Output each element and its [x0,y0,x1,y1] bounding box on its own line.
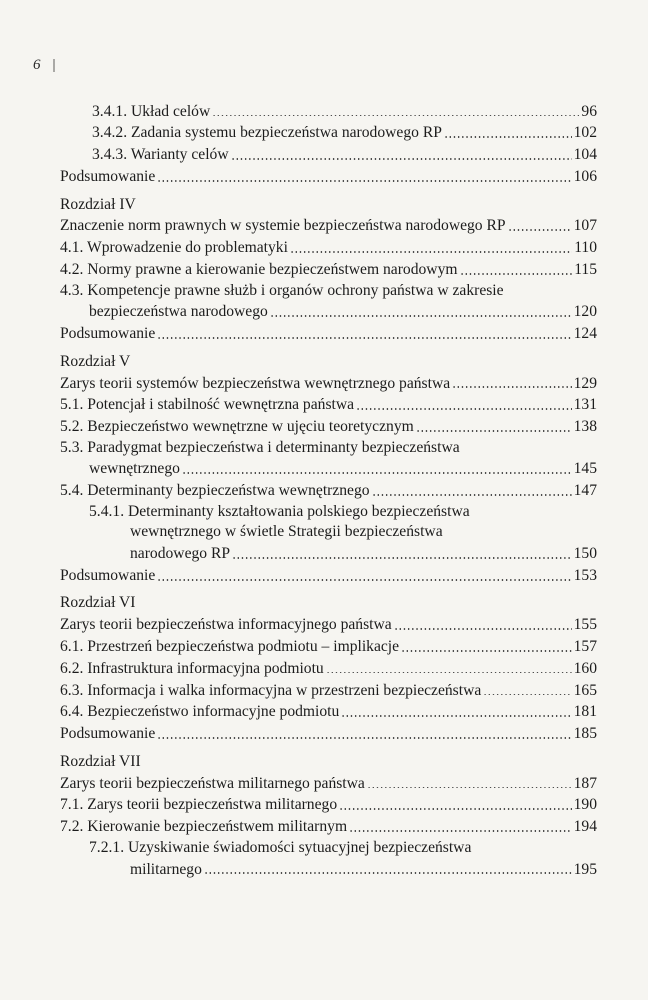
dot-leader [452,373,571,389]
toc-entry-page: 195 [573,860,597,878]
table-of-contents [60,100,597,880]
dot-leader [157,724,571,740]
toc-entry-page: 120 [573,303,597,321]
toc-entry-title: 7.2.1. Uzyskiwanie świadomości sytuacyjnej bezpieczeństwa [89,838,472,856]
toc-entry-page: 190 [573,796,597,814]
toc-entry [60,480,597,502]
toc-entry-title: 4.1. Wprowadzenie do problematyki [60,239,288,257]
toc-entry-title: 5.3. Paradygmat bezpieczeństwa i determinanty bezpieczeństwa [60,438,460,456]
toc-entry [60,394,597,416]
toc-entry-title: 4.2. Normy prawne a kierowanie bezpieczeństwem narodowym [60,261,458,279]
toc-entry-title: Zarys teorii bezpieczeństwa militarnego państwa [60,774,365,792]
toc-entry-title: 3.4.1. Układ celów [92,102,211,120]
dot-leader [339,795,571,811]
toc-entry-page: 185 [573,725,597,743]
toc-entry-page: 160 [573,659,597,677]
toc-entry-page: 110 [574,239,597,257]
toc-entry [60,372,597,394]
dot-leader [444,123,572,139]
toc-entry [60,838,597,880]
toc-entry-page: 96 [581,102,597,120]
toc-entry-title-continued: narodowego RP [130,544,231,562]
toc-entry [60,438,597,480]
toc-entry-page: 165 [573,681,597,699]
toc-entry-title: Zarys teorii systemów bezpieczeństwa wewnętrznego państwa [60,374,451,392]
page-header [33,57,56,74]
toc-entry [60,564,597,586]
toc-entry-title: 3.4.3. Warianty celów [92,146,229,164]
dot-leader [508,216,572,232]
toc-entry-page: 155 [573,615,597,633]
toc-entry-title: Podsumowanie [60,325,156,343]
toc-entry-title: 5.4.1. Determinanty kształtowania polskiego bezpieczeństwa [89,502,470,520]
toc-entry-title-continued: bezpieczeństwa narodowego [89,303,268,321]
page-number: 6 [33,57,41,73]
dot-leader [157,323,571,339]
toc-entry-page: 138 [573,418,597,436]
toc-entry-page: 124 [573,325,597,343]
toc-entry-title: 5.4. Determinanty bezpieczeństwa wewnętrznego [60,482,370,500]
toc-entry-page: 129 [573,374,597,392]
toc-entry [60,416,597,438]
toc-entry-page: 181 [573,703,597,721]
toc-entry [60,635,597,657]
toc-entry-title: Zarys teorii bezpieczeństwa informacyjnego państwa [60,615,392,633]
toc-entry-page: 131 [573,396,597,414]
toc-entry [60,215,597,237]
toc-entry-title: Podsumowanie [60,168,156,186]
dot-leader [232,543,572,559]
dot-leader [416,416,572,432]
dot-leader [157,166,571,182]
dot-leader [341,702,571,718]
toc-entry [60,679,597,701]
toc-entry [60,237,597,259]
toc-entry-title: 6.1. Przestrzeń bezpieczeństwa podmiotu – implikacje [60,637,400,655]
toc-entry-title: 5.1. Potencjał i stabilność wewnętrzna państwa [60,396,355,414]
dot-leader [483,680,571,696]
toc-entry-title: 4.3. Kompetencje prawne służb i organów ochrony państwa w zakresie [60,281,504,299]
toc-entry-page: 147 [573,482,597,500]
toc-entry-page: 150 [573,544,597,562]
dot-leader [460,259,573,275]
toc-entry-page: 145 [573,460,597,478]
dot-leader [356,395,572,411]
toc-entry-title: 6.2. Infrastruktura informacyjna podmiotu [60,659,324,677]
chapter-heading: Rozdział VII [60,752,141,770]
dot-leader [372,481,572,497]
chapter-heading: Rozdział V [60,352,131,370]
toc-entry-page: 194 [573,818,597,836]
toc-entry [60,259,597,281]
toc-entry [60,323,597,345]
toc-entry-page: 187 [573,774,597,792]
dot-leader [182,459,572,475]
toc-entry-title: 5.2. Bezpieczeństwo wewnętrzne w ujęciu teoretycznym [60,418,414,436]
toc-entry-title-continued: wewnętrznego w świetle Strategii bezpieczeństwa [130,522,443,540]
dot-leader [367,773,572,789]
toc-entry [60,122,597,144]
toc-entry [60,701,597,723]
toc-entry [60,794,597,816]
toc-entry-title: 7.1. Zarys teorii bezpieczeństwa militarnego [60,796,338,814]
toc-entry-page: 104 [573,146,597,164]
toc-entry-title: Podsumowanie [60,725,156,743]
toc-entry-title-continued: wewnętrznego [89,460,180,478]
toc-entry-title: 6.4. Bezpieczeństwo informacyjne podmiotu [60,703,340,721]
toc-entry [60,144,597,166]
dot-leader [290,238,572,254]
dot-leader [270,302,572,318]
toc-entry-page: 153 [573,566,597,584]
chapter-heading: Rozdział IV [60,195,136,213]
toc-entry [60,100,597,122]
dot-leader [204,859,572,875]
chapter-heading: Rozdział VI [60,594,136,612]
toc-entry [60,613,597,635]
toc-entry-title: 7.2. Kierowanie bezpieczeństwem militarnym [60,818,348,836]
dot-leader [349,817,572,833]
toc-entry-title: Podsumowanie [60,566,156,584]
toc-entry-page: 102 [573,124,597,142]
toc-entry [60,657,597,679]
toc-entry-title: 3.4.2. Zadania systemu bezpieczeństwa narodowego RP [92,124,442,142]
header-separator: | [52,57,56,73]
dot-leader [394,614,572,630]
toc-entry-page: 106 [573,168,597,186]
dot-leader [326,658,572,674]
toc-entry-page: 107 [573,217,597,235]
toc-entry-page: 115 [574,261,597,279]
toc-entry-title: 6.3. Informacja i walka informacyjna w przestrzeni bezpieczeństwa [60,681,482,699]
dot-leader [231,145,572,161]
dot-leader [157,565,571,581]
toc-entry-title-continued: militarnego [130,860,202,878]
toc-entry [60,166,597,188]
toc-entry [60,723,597,745]
toc-entry-title: Znaczenie norm prawnych w systemie bezpieczeństwa narodowego RP [60,217,506,235]
dot-leader [212,101,579,117]
dot-leader [401,636,572,652]
toc-entry [60,281,597,323]
toc-entry [60,502,597,564]
toc-entry [60,816,597,838]
toc-entry [60,772,597,794]
toc-entry-page: 157 [573,637,597,655]
